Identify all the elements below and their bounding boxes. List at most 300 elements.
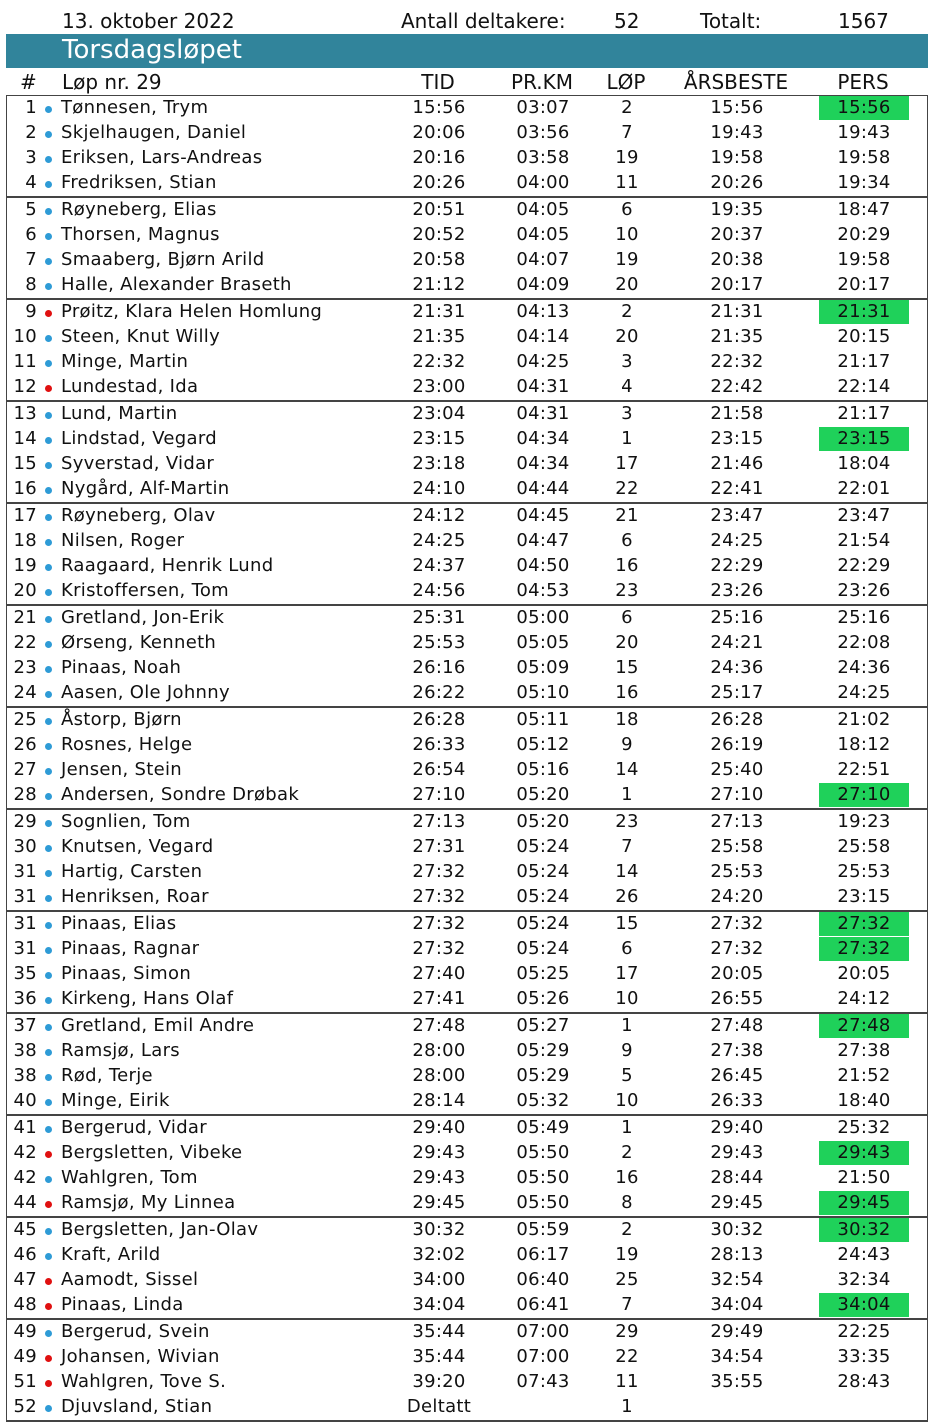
time: 25:53 — [412, 632, 466, 653]
rank: 49 — [13, 1321, 37, 1342]
pace-per-km: 05:59 — [516, 1219, 570, 1240]
runner-name: Ørseng, Kenneth — [61, 632, 217, 653]
table-row — [7, 1014, 927, 1039]
season-best: 26:33 — [710, 1090, 764, 1111]
personal-best: 21:54 — [837, 530, 891, 551]
rank: 6 — [25, 224, 37, 245]
personal-best: 18:12 — [837, 734, 891, 755]
personal-best: 23:26 — [837, 580, 891, 601]
male-dot-icon — [45, 412, 52, 419]
female-dot-icon — [45, 385, 52, 392]
race-count: 6 — [621, 530, 633, 551]
race-count: 6 — [621, 938, 633, 959]
race-count: 10 — [615, 988, 639, 1009]
table-row — [7, 1293, 927, 1318]
pace-per-km: 04:34 — [516, 428, 570, 449]
male-dot-icon — [45, 589, 52, 596]
rank: 48 — [13, 1294, 37, 1315]
personal-best: 22:08 — [837, 632, 891, 653]
race-count: 1 — [621, 1015, 633, 1036]
personal-best: 22:29 — [837, 555, 891, 576]
table-row — [7, 96, 927, 121]
season-best: 29:40 — [710, 1117, 764, 1138]
personal-best: 20:17 — [837, 274, 891, 295]
male-dot-icon — [45, 947, 52, 954]
row-group — [7, 196, 927, 298]
runner-name: Andersen, Sondre Drøbak — [61, 784, 300, 805]
rank: 49 — [13, 1346, 37, 1367]
rank: 14 — [13, 428, 37, 449]
male-dot-icon — [45, 895, 52, 902]
personal-best: 29:43 — [837, 1142, 891, 1163]
table-row — [7, 1345, 927, 1370]
table-row — [7, 1268, 927, 1293]
personal-best: 22:25 — [837, 1321, 891, 1342]
time: 21:35 — [412, 326, 466, 347]
male-dot-icon — [45, 258, 52, 265]
table-row — [7, 1191, 927, 1216]
season-best: 27:10 — [710, 784, 764, 805]
male-dot-icon — [45, 1405, 52, 1412]
rank: 29 — [13, 811, 37, 832]
season-best: 21:58 — [710, 403, 764, 424]
row-group — [7, 298, 927, 400]
race-count: 6 — [621, 607, 633, 628]
male-dot-icon — [45, 820, 52, 827]
rank: 37 — [13, 1015, 37, 1036]
table-row — [7, 937, 927, 962]
personal-best: 19:58 — [837, 249, 891, 270]
table-row — [7, 529, 927, 554]
table-row — [7, 375, 927, 400]
rank: 25 — [13, 709, 37, 730]
rank: 42 — [13, 1167, 37, 1188]
female-dot-icon — [45, 1355, 52, 1362]
pace-per-km: 04:05 — [516, 224, 570, 245]
personal-best: 21:17 — [837, 403, 891, 424]
male-dot-icon — [45, 1176, 52, 1183]
male-dot-icon — [45, 691, 52, 698]
time: 24:25 — [412, 530, 466, 551]
season-best: 22:42 — [710, 376, 764, 397]
rank: 23 — [13, 657, 37, 678]
row-group — [7, 1216, 927, 1318]
personal-best: 21:50 — [837, 1167, 891, 1188]
race-count: 11 — [615, 1371, 639, 1392]
runner-name: Bergsletten, Jan-Olav — [61, 1219, 259, 1240]
female-dot-icon — [45, 310, 52, 317]
runner-name: Minge, Martin — [61, 351, 189, 372]
pace-per-km: 05:05 — [516, 632, 570, 653]
season-best: 26:19 — [710, 734, 764, 755]
runner-name: Pinaas, Noah — [61, 657, 182, 678]
male-dot-icon — [45, 1253, 52, 1260]
race-count: 8 — [621, 1192, 633, 1213]
time: 22:32 — [412, 351, 466, 372]
time: 27:32 — [412, 938, 466, 959]
runner-name: Smaaberg, Bjørn Arild — [61, 249, 265, 270]
male-dot-icon — [45, 922, 52, 929]
season-best: 23:47 — [710, 505, 764, 526]
rank: 31 — [13, 913, 37, 934]
male-dot-icon — [45, 1024, 52, 1031]
season-best: 25:58 — [710, 836, 764, 857]
race-count: 16 — [615, 555, 639, 576]
personal-best: 27:32 — [837, 913, 891, 934]
race-count: 1 — [621, 1117, 633, 1138]
pace-per-km: 05:16 — [516, 759, 570, 780]
time: 20:16 — [412, 147, 466, 168]
race-count: 21 — [615, 505, 639, 526]
row-group — [7, 400, 927, 502]
pace-per-km: 04:07 — [516, 249, 570, 270]
participants-label: Antall deltakere: — [401, 9, 566, 33]
table-row — [7, 554, 927, 579]
row-group — [7, 910, 927, 1012]
season-best: 25:17 — [710, 682, 764, 703]
season-best: 20:38 — [710, 249, 764, 270]
race-count: 7 — [621, 1294, 633, 1315]
race-count: 19 — [615, 147, 639, 168]
pace-per-km: 04:05 — [516, 199, 570, 220]
male-dot-icon — [45, 156, 52, 163]
rank: 24 — [13, 682, 37, 703]
rank: 16 — [13, 478, 37, 499]
runner-name: Johansen, Wivian — [61, 1346, 220, 1367]
time: 23:00 — [412, 376, 466, 397]
table-row — [7, 223, 927, 248]
pace-per-km: 04:25 — [516, 351, 570, 372]
pace-per-km: 05:24 — [516, 836, 570, 857]
row-group — [7, 1318, 927, 1420]
runner-name: Lund, Martin — [61, 403, 178, 424]
rank: 27 — [13, 759, 37, 780]
race-count: 23 — [615, 811, 639, 832]
season-best: 25:40 — [710, 759, 764, 780]
pace-per-km: 05:10 — [516, 682, 570, 703]
rank: 36 — [13, 988, 37, 1009]
race-count: 20 — [615, 326, 639, 347]
rank: 42 — [13, 1142, 37, 1163]
time: 24:12 — [412, 505, 466, 526]
rank: 18 — [13, 530, 37, 551]
rank: 47 — [13, 1269, 37, 1290]
race-count: 29 — [615, 1321, 639, 1342]
pace-per-km: 05:32 — [516, 1090, 570, 1111]
personal-best: 25:53 — [837, 861, 891, 882]
runner-name: Eriksen, Lars-Andreas — [61, 147, 263, 168]
season-best: 27:48 — [710, 1015, 764, 1036]
personal-best: 22:51 — [837, 759, 891, 780]
pace-per-km: 05:26 — [516, 988, 570, 1009]
table-row — [7, 656, 927, 681]
personal-best: 23:15 — [837, 886, 891, 907]
runner-name: Steen, Knut Willy — [61, 326, 221, 347]
runner-name: Sognlien, Tom — [61, 811, 191, 832]
time: 26:54 — [412, 759, 466, 780]
runner-name: Røyneberg, Olav — [61, 505, 216, 526]
time: 39:20 — [412, 1371, 466, 1392]
season-best: 30:32 — [710, 1219, 764, 1240]
row-group — [7, 502, 927, 604]
rank: 44 — [13, 1192, 37, 1213]
personal-best: 15:56 — [837, 97, 891, 118]
male-dot-icon — [45, 283, 52, 290]
runner-name: Henriksen, Roar — [61, 886, 209, 907]
runner-name: Gretland, Jon-Erik — [61, 607, 225, 628]
pace-per-km: 05:29 — [516, 1065, 570, 1086]
race-count: 9 — [621, 1040, 633, 1061]
table-row — [7, 1395, 927, 1420]
time: 29:45 — [412, 1192, 466, 1213]
personal-best: 21:31 — [837, 301, 891, 322]
race-count: 1 — [621, 428, 633, 449]
female-dot-icon — [45, 1201, 52, 1208]
season-best: 24:25 — [710, 530, 764, 551]
season-best: 28:13 — [710, 1244, 764, 1265]
runner-name: Thorsen, Magnus — [61, 224, 220, 245]
time: 26:16 — [412, 657, 466, 678]
season-best: 24:36 — [710, 657, 764, 678]
table-row — [7, 325, 927, 350]
season-best: 20:17 — [710, 274, 764, 295]
season-best: 27:38 — [710, 1040, 764, 1061]
table-row — [7, 810, 927, 835]
season-best: 20:05 — [710, 963, 764, 984]
race-count: 3 — [621, 351, 633, 372]
runner-name: Skjelhaugen, Daniel — [61, 122, 247, 143]
rank: 20 — [13, 580, 37, 601]
pace-per-km: 05:29 — [516, 1040, 570, 1061]
time: 35:44 — [412, 1346, 466, 1367]
race-count: 15 — [615, 913, 639, 934]
personal-best: 22:14 — [837, 376, 891, 397]
rank: 9 — [25, 301, 37, 322]
results-table — [6, 95, 928, 1422]
time: 27:40 — [412, 963, 466, 984]
male-dot-icon — [45, 997, 52, 1004]
time: 20:26 — [412, 172, 466, 193]
male-dot-icon — [45, 514, 52, 521]
table-row — [7, 708, 927, 733]
runner-name: Hartig, Carsten — [61, 861, 203, 882]
pace-per-km: 04:31 — [516, 403, 570, 424]
pace-per-km: 05:24 — [516, 913, 570, 934]
runner-name: Djuvsland, Stian — [61, 1396, 213, 1417]
rank: 17 — [13, 505, 37, 526]
runner-name: Jensen, Stein — [61, 759, 182, 780]
season-best: 34:04 — [710, 1294, 764, 1315]
rank: 26 — [13, 734, 37, 755]
time: 26:33 — [412, 734, 466, 755]
season-best: 25:53 — [710, 861, 764, 882]
female-dot-icon — [45, 1303, 52, 1310]
time: 29:40 — [412, 1117, 466, 1138]
male-dot-icon — [45, 539, 52, 546]
table-row — [7, 300, 927, 325]
personal-best: 24:43 — [837, 1244, 891, 1265]
table-row — [7, 1116, 927, 1141]
table-row — [7, 1089, 927, 1114]
time: 20:06 — [412, 122, 466, 143]
personal-best: 25:58 — [837, 836, 891, 857]
table-row — [7, 1243, 927, 1268]
male-dot-icon — [45, 793, 52, 800]
runner-name: Tønnesen, Trym — [61, 97, 209, 118]
table-row — [7, 477, 927, 502]
female-dot-icon — [45, 1151, 52, 1158]
runner-name: Nilsen, Roger — [61, 530, 185, 551]
table-row — [7, 1218, 927, 1243]
time: 27:32 — [412, 861, 466, 882]
season-best: 29:49 — [710, 1321, 764, 1342]
race-count: 6 — [621, 199, 633, 220]
personal-best: 18:04 — [837, 453, 891, 474]
time: 30:32 — [412, 1219, 466, 1240]
runner-name: Knutsen, Vegard — [61, 836, 214, 857]
female-dot-icon — [45, 1278, 52, 1285]
column-header-row — [0, 69, 934, 95]
race-count: 23 — [615, 580, 639, 601]
race-count: 26 — [615, 886, 639, 907]
rank: 10 — [13, 326, 37, 347]
race-count: 2 — [621, 301, 633, 322]
runner-name: Pinaas, Ragnar — [61, 938, 200, 959]
race-count: 20 — [615, 274, 639, 295]
male-dot-icon — [45, 768, 52, 775]
season-best: 21:35 — [710, 326, 764, 347]
time: 23:04 — [412, 403, 466, 424]
personal-best: 27:10 — [837, 784, 891, 805]
pace-per-km: 05:24 — [516, 938, 570, 959]
rank: 52 — [13, 1396, 37, 1417]
season-best: 27:32 — [710, 938, 764, 959]
rank: 38 — [13, 1040, 37, 1061]
pace-per-km: 03:58 — [516, 147, 570, 168]
runner-name: Minge, Eirik — [61, 1090, 170, 1111]
season-best: 28:44 — [710, 1167, 764, 1188]
race-count: 7 — [621, 836, 633, 857]
male-dot-icon — [45, 845, 52, 852]
runner-name: Wahlgren, Tove S. — [61, 1371, 227, 1392]
race-count: 14 — [615, 861, 639, 882]
personal-best: 20:05 — [837, 963, 891, 984]
personal-best: 19:34 — [837, 172, 891, 193]
race-count: 5 — [621, 1065, 633, 1086]
male-dot-icon — [45, 462, 52, 469]
time: 24:10 — [412, 478, 466, 499]
time: 32:02 — [412, 1244, 466, 1265]
pace-per-km: 05:00 — [516, 607, 570, 628]
rank: 15 — [13, 453, 37, 474]
time: 28:00 — [412, 1040, 466, 1061]
total-count: 1567 — [838, 9, 889, 33]
runner-name: Fredriksen, Stian — [61, 172, 217, 193]
runner-name: Pinaas, Simon — [61, 963, 192, 984]
table-row — [7, 1064, 927, 1089]
rank: 31 — [13, 886, 37, 907]
rank: 46 — [13, 1244, 37, 1265]
season-best: 24:21 — [710, 632, 764, 653]
table-row — [7, 121, 927, 146]
table-row — [7, 606, 927, 631]
race-count: 16 — [615, 682, 639, 703]
pace-per-km: 06:17 — [516, 1244, 570, 1265]
time: 27:13 — [412, 811, 466, 832]
col-prkm: PR.KM — [511, 70, 573, 94]
race-count: 10 — [615, 224, 639, 245]
pace-per-km: 04:31 — [516, 376, 570, 397]
rank: 38 — [13, 1065, 37, 1086]
season-best: 29:45 — [710, 1192, 764, 1213]
male-dot-icon — [45, 487, 52, 494]
time: 27:32 — [412, 886, 466, 907]
personal-best: 24:25 — [837, 682, 891, 703]
runner-name: Nygård, Alf-Martin — [61, 478, 230, 499]
rank: 30 — [13, 836, 37, 857]
rank: 21 — [13, 607, 37, 628]
personal-best: 24:36 — [837, 657, 891, 678]
table-row — [7, 885, 927, 910]
pace-per-km: 04:34 — [516, 453, 570, 474]
male-dot-icon — [45, 233, 52, 240]
table-row — [7, 1166, 927, 1191]
pace-per-km: 05:20 — [516, 811, 570, 832]
male-dot-icon — [45, 208, 52, 215]
male-dot-icon — [45, 666, 52, 673]
runner-name: Halle, Alexander Braseth — [61, 274, 292, 295]
male-dot-icon — [45, 1126, 52, 1133]
race-count: 14 — [615, 759, 639, 780]
personal-best: 21:17 — [837, 351, 891, 372]
race-count: 2 — [621, 1142, 633, 1163]
pace-per-km: 07:00 — [516, 1346, 570, 1367]
personal-best: 28:43 — [837, 1371, 891, 1392]
runner-name: Bergerud, Vidar — [61, 1117, 207, 1138]
season-best: 19:35 — [710, 199, 764, 220]
runner-name: Bergsletten, Vibeke — [61, 1142, 243, 1163]
col-tid: TID — [421, 70, 455, 94]
personal-best: 18:40 — [837, 1090, 891, 1111]
table-row — [7, 631, 927, 656]
table-row — [7, 912, 927, 937]
male-dot-icon — [45, 1074, 52, 1081]
pace-per-km: 04:47 — [516, 530, 570, 551]
table-row — [7, 733, 927, 758]
total-label: Totalt: — [700, 9, 762, 33]
male-dot-icon — [45, 181, 52, 188]
male-dot-icon — [45, 972, 52, 979]
table-row — [7, 579, 927, 604]
table-row — [7, 248, 927, 273]
time: 28:14 — [412, 1090, 466, 1111]
rank: 45 — [13, 1219, 37, 1240]
season-best: 19:58 — [710, 147, 764, 168]
race-count: 7 — [621, 122, 633, 143]
season-best: 24:20 — [710, 886, 764, 907]
time: 26:28 — [412, 709, 466, 730]
rank: 40 — [13, 1090, 37, 1111]
race-count: 11 — [615, 172, 639, 193]
runner-name: Prøitz, Klara Helen Homlung — [61, 301, 323, 322]
row-group — [7, 1114, 927, 1216]
female-dot-icon — [45, 1380, 52, 1387]
race-count: 18 — [615, 709, 639, 730]
row-group — [7, 604, 927, 706]
pace-per-km: 04:45 — [516, 505, 570, 526]
table-row — [7, 402, 927, 427]
time: 27:41 — [412, 988, 466, 1009]
